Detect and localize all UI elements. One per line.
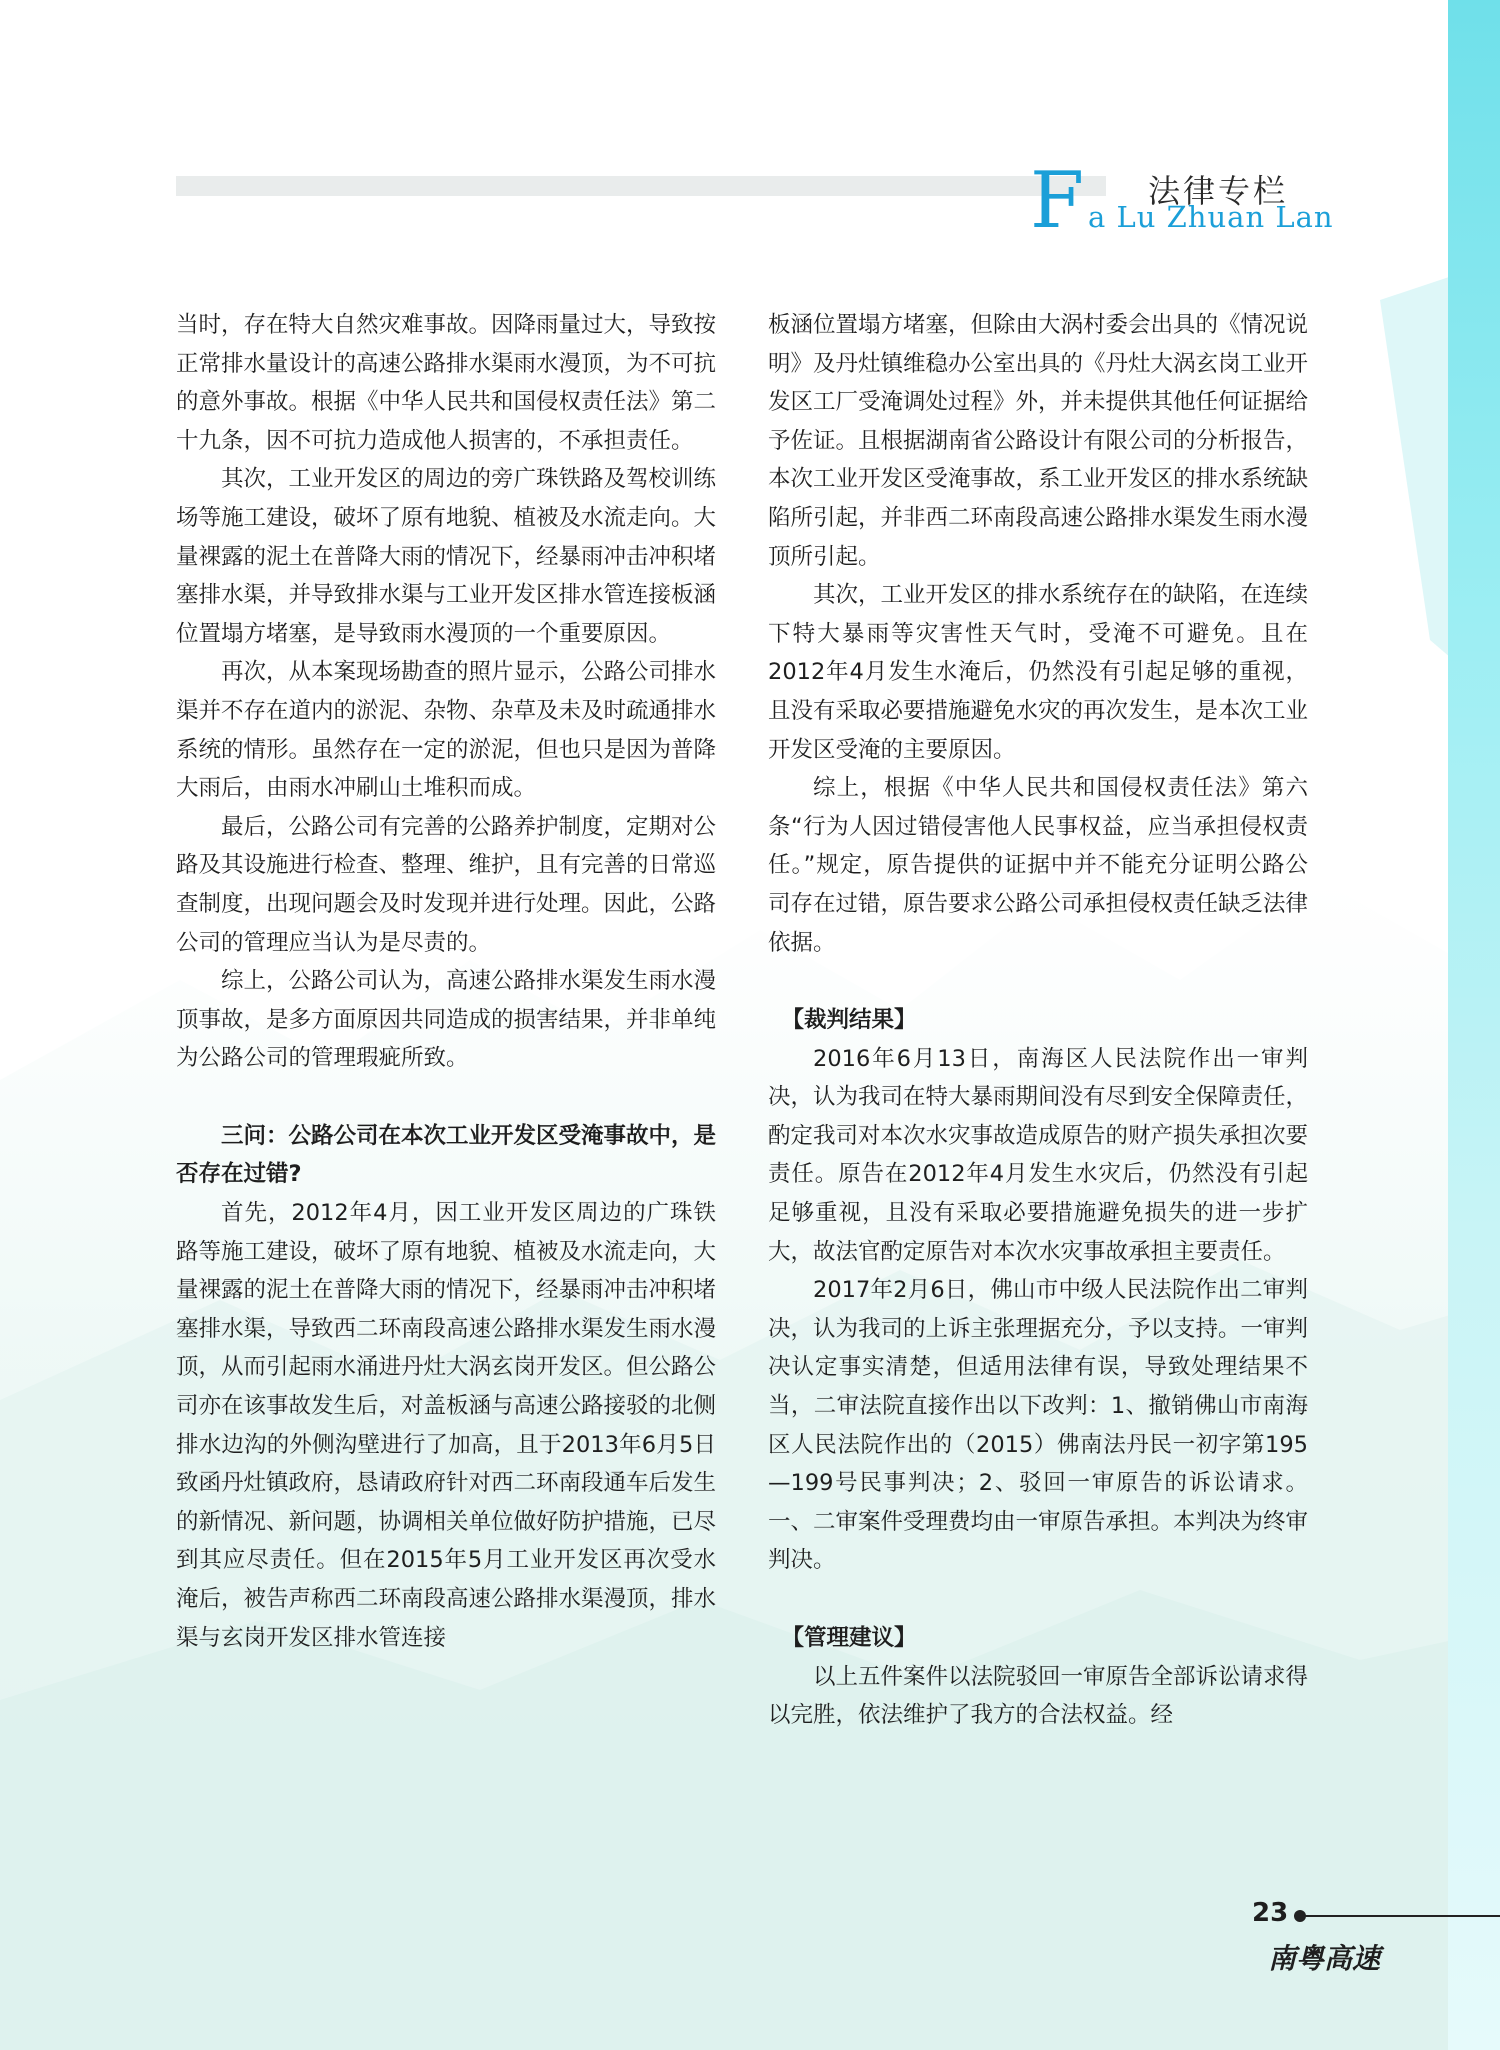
column-title-pinyin: a Lu Zhuan Lan [1088,200,1334,234]
footer-rule [1298,1915,1500,1917]
section-heading: 三问：公路公司在本次工业开发区受淹事故中，是否存在过错? [176,1122,717,1188]
paragraph: 以上五件案件以法院驳回一审原告全部诉讼请求得以完胜，依法维护了我方的合法权益。经 [768,1663,1309,1729]
paragraph: 其次，工业开发区的排水系统存在的缺陷，在连续下特大暴雨等灾害性天气时，受淹不可避免。且在2012年4月发生水淹后，仍然没有引起足够的重视，且没有采取必要措施避免水灾的再次发生，是本次工业开发区受淹的主要原因。 [768,582,1309,763]
side-color-strip [1448,0,1500,2050]
paragraph: 其次，工业开发区的周边的旁广珠铁路及驾校训练场等施工建设，破坏了原有地貌、植被及水流走向。大量裸露的泥土在普降大雨的情况下，经暴雨冲击冲积堵塞排水渠，并导致排水渠与工业开发区排水管连接板涵位置塌方堵塞，是导致雨水漫顶的一个重要原因。 [176,466,717,647]
paragraph: 2016年6月13日，南海区人民法院作出一审判决，认为我司在特大暴雨期间没有尽到安全保障责任，酌定我司对本次水灾事故造成原告的财产损失承担次要责任。原告在2012年4月发生水灾后，仍然没有引起足够重视，且没有采取必要措施避免损失的进一步扩大，故法官酌定原告对本次水灾事故承担主要责任。 [768,1045,1309,1265]
header-bar [176,176,1106,196]
right-column [768,306,1308,1735]
paragraph: 板涵位置塌方堵塞，但除由大涡村委会出具的《情况说明》及丹灶镇维稳办公室出具的《丹灶大涡玄岗工业开发区工厂受淹调处过程》外，并未提供其他任何证据给予佐证。且根据湖南省公路设计有限公司的分析报告，本次工业开发区受淹事故，系工业开发区的排水系统缺陷所引起，并非西二环南段高速公路排水渠发生雨水漫顶所引起。 [768,312,1309,570]
header-initial-letter: F [1030,156,1085,246]
paragraph: 综上，公路公司认为，高速公路排水渠发生雨水漫顶事故，是多方面原因共同造成的损害结果，并非单纯为公路公司的管理瑕疵所致。 [176,968,717,1072]
paragraph: 2017年2月6日，佛山市中级人民法院作出二审判决，认为我司的上诉主张理据充分，予以支持。一审判决认定事实清楚，但适用法律有误，导致处理结果不当，二审法院直接作出以下改判：1、撤销佛山市南海区人民法院作出的（2015）佛南法丹民一初字第195—199号民事判决；2、驳回一审原告的诉讼请求。一、二审案件受理费均由一审原告承担。本判决为终审判决。 [768,1277,1309,1574]
paragraph: 再次，从本案现场勘查的照片显示，公路公司排水渠并不存在道内的淤泥、杂物、杂草及未及时疏通排水系统的情形。虽然存在一定的淤泥，但也只是因为普降大雨后，由雨水冲刷山土堆积而成。 [176,659,717,802]
page-number: 23 [1252,1898,1289,1928]
advice-heading: 【管理建议】 [781,1625,917,1651]
paragraph: 综上，根据《中华人民共和国侵权责任法》第六条“行为人因过错侵害他人民事权益，应当承担侵权责任。”规定，原告提供的证据中并不能充分证明公路公司存在过错，原告要求公路公司承担侵权责任缺乏法律依据。 [768,775,1309,956]
paragraph: 首先，2012年4月，因工业开发区周边的广珠铁路等施工建设，破坏了原有地貌、植被及水流走向，大量裸露的泥土在普降大雨的情况下，经暴雨冲击冲积堵塞排水渠，导致西二环南段高速公路排水渠发生雨水漫顶，从而引起雨水涌进丹灶大涡玄岗开发区。但公路公司亦在该事故发生后，对盖板涵与高速公路接驳的北侧排水边沟的外侧沟壁进行了加高，且于2013年6月5日致函丹灶镇政府，恳请政府针对西二环南段通车后发生的新情况、新问题，协调相关单位做好防护措施，已尽到其应尽责任。但在2015年5月工业开发区再次受水淹后，被告声称西二环南段高速公路排水渠漫顶，排水渠与玄岗开发区排水管连接 [176,1200,717,1651]
magazine-logo [1268,1940,1418,1976]
paragraph: 最后，公路公司有完善的公路养护制度，定期对公路及其设施进行检查、整理、维护，且有完善的日常巡查制度，出现问题会及时发现并进行处理。因此，公路公司的管理应当认为是尽责的。 [176,813,717,956]
column-title: 法律专栏 [1148,172,1289,210]
left-column [176,306,716,1657]
svg-text:南粤高速: 南粤高速 [1268,1942,1381,1975]
verdict-heading: 【裁判结果】 [781,1007,917,1034]
paragraph: 当时，存在特大自然灾难事故。因降雨量过大，导致按正常排水量设计的高速公路排水渠雨水漫顶，为不可抗的意外事故。根据《中华人民共和国侵权责任法》第二十九条，因不可抗力造成他人损害的，不承担责任。 [176,312,717,454]
